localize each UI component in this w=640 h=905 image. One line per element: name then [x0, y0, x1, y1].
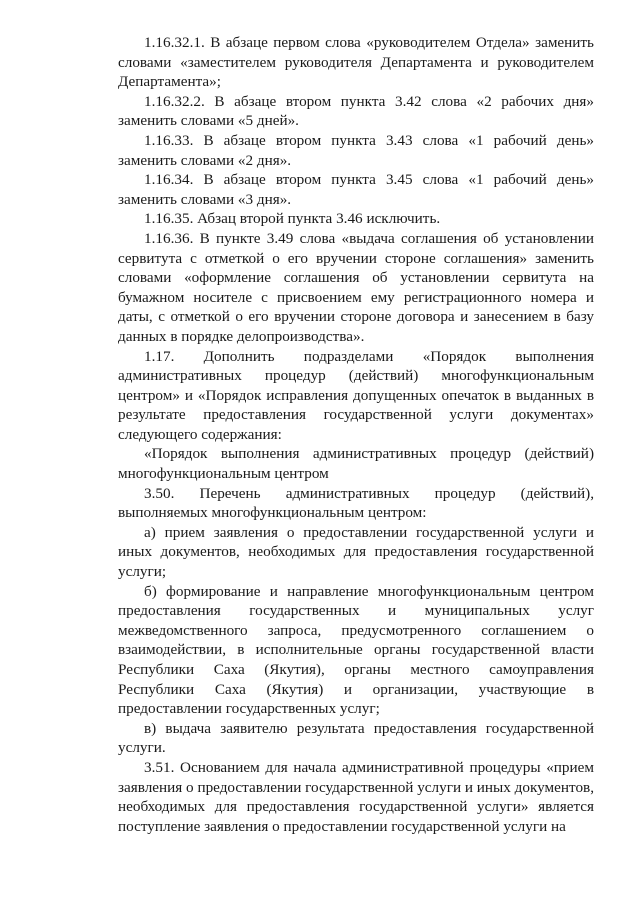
subsection-heading-mfc-procedures: «Порядок выполнения административных процедур (действий) многофункциональным центром: [118, 445, 594, 483]
paragraph-1-16-34: 1.16.34. В абзаце втором пункта 3.45 слова «1 рабочий день» заменить словами «3 дня».: [118, 171, 594, 208]
list-item-a: а) прием заявления о предоставлении государственной услуги и иных документов, необходимых для предоставления государственной услуги;: [118, 523, 594, 581]
paragraph-1-16-32-2: 1.16.32.2. В абзаце втором пункта 3.42 слова «2 рабочих дня» заменить словами «5 дней».: [118, 92, 594, 130]
paragraph-1-16-35: 1.16.35. Абзац второй пункта 3.46 исключить.: [144, 210, 441, 228]
paragraph-3-50: 3.50. Перечень административных процедур (действий), выполняемых многофункциональным центром:: [118, 484, 594, 522]
list-item-v: в) выдача заявителю результата предоставления государственной услуги.: [118, 719, 594, 757]
document-body: [118, 33, 594, 836]
paragraph-1-16-36: 1.16.36. В пункте 3.49 слова «выдача соглашения об установлении сервитута с отметкой о его вручении стороне соглашения» заменить словами «оформление соглашения об установлении сервитута на бумажном носителе с присвоением ему регистрационного номера и даты, с отметкой о его вручении стороне договора и занесением в базу данных в порядке делопроизводства».: [118, 229, 594, 345]
paragraph-3-51: 3.51. Основанием для начала административной процедуры «прием заявления о предоставлении государственной услуги и иных документов, необходимых для предоставления государственной услуги» является поступление заявления о предоставлении государственной услуги на: [118, 758, 595, 835]
paragraph-1-16-33: 1.16.33. В абзаце втором пункта 3.43 слова «1 рабочий день» заменить словами «2 дня».: [118, 131, 594, 169]
list-item-b: б) формирование и направление многофункциональным центром предоставления государственных и муниципальных услуг межведомственного запроса, предусмотренного соглашением о взаимодействии, в исполнительные органы государственной власти Республики Саха (Якутия), органы местного самоуправления Республики Саха (Якутия) и организации, участвующие в предоставлении государственных услуг;: [118, 582, 594, 718]
paragraph-1-17: 1.17. Дополнить подразделами «Порядок выполнения административных процедур (действий) многофункциональным центром» и «Порядок исправления допущенных опечаток в выданных в результате предоставления государственной услуги документах» следующего содержания:: [118, 347, 594, 443]
paragraph-1-16-32-1: 1.16.32.1. В абзаце первом слова «руководителем Отдела» заменить словами «заместителем руководителя Департамента и руководителем Департамента»;: [118, 34, 594, 91]
